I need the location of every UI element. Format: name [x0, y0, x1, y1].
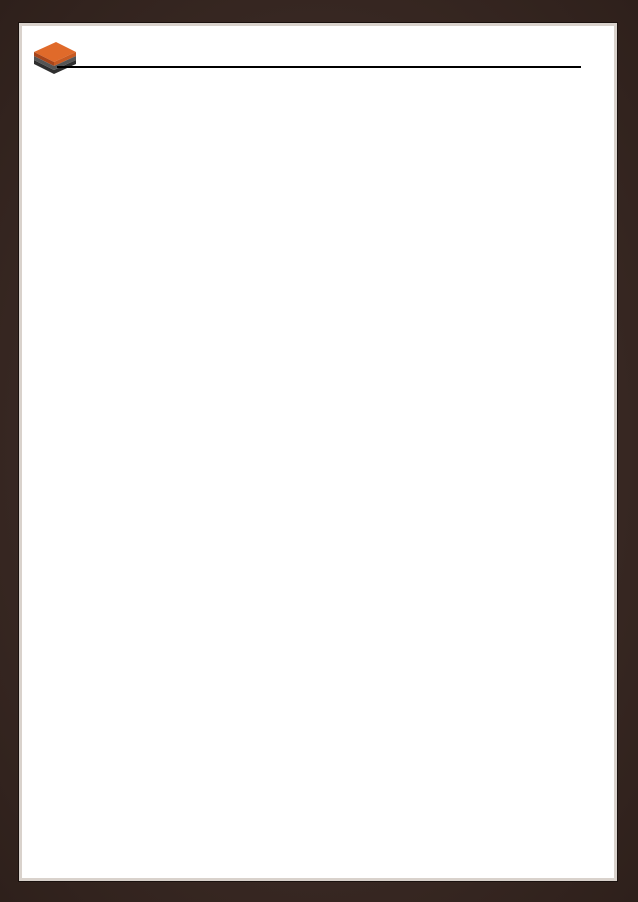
section-header-row [58, 67, 581, 68]
lesson-plan-table [57, 66, 581, 68]
book-stack-icon [30, 30, 80, 78]
site-logo[interactable] [30, 30, 124, 78]
document-page [22, 26, 614, 878]
section-title [58, 67, 581, 68]
